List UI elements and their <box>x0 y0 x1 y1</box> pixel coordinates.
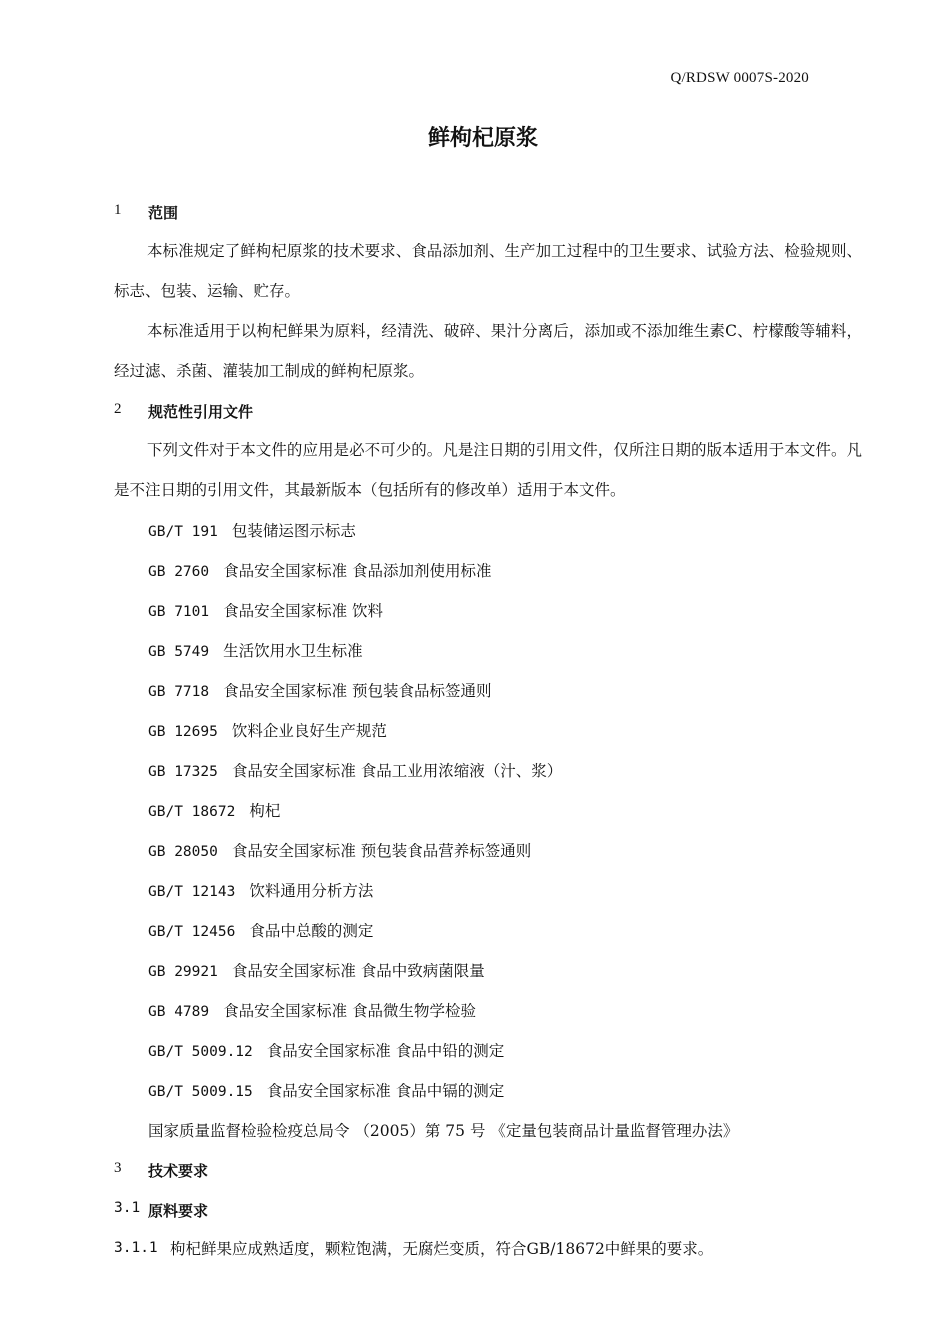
document-code: Q/RDSW 0007S-2020 <box>670 70 809 86</box>
section-3-number: 3 <box>114 1160 122 1176</box>
reference-name: 食品中总酸的测定 <box>249 922 374 940</box>
reference-item <box>148 801 280 822</box>
scope-paragraph-1: 本标准规定了鲜枸杞原浆的技术要求、食品添加剂、生产加工过程中的卫生要求、试验方法、检验规则、标志、包装、运输、贮存。 <box>114 242 862 300</box>
reference-item <box>148 761 562 782</box>
subsection-3-1-title: 原料要求 <box>148 1202 209 1220</box>
reference-item <box>148 841 531 862</box>
subsection-3-1-number: 3.1 <box>114 1200 141 1216</box>
reference-item <box>148 961 485 982</box>
section-1-title: 范围 <box>148 204 179 222</box>
reference-code: GB/T 191 <box>148 524 218 540</box>
reference-item <box>148 721 387 742</box>
reference-item <box>148 561 492 582</box>
reference-item <box>148 601 383 622</box>
reference-code: GB 4789 <box>148 1004 210 1020</box>
section-3-title: 技术要求 <box>148 1162 209 1180</box>
reference-name: 食品安全国家标准 食品中致病菌限量 <box>231 962 485 980</box>
reference-name: 枸杞 <box>249 802 281 820</box>
reference-code: GB/T 12456 <box>148 924 236 940</box>
reference-name: 食品安全国家标准 食品微生物学检验 <box>223 1002 477 1020</box>
reference-code: GB 5749 <box>148 644 210 660</box>
scope-paragraph-2: 本标准适用于以枸杞鲜果为原料，经清洗、破碎、果汁分离后，添加或不添加维生素C、柠檬酸等辅料，经过滤、杀菌、灌装加工制成的鲜枸杞原浆。 <box>114 322 862 380</box>
reference-item <box>148 521 356 542</box>
section-2-number: 2 <box>114 401 122 417</box>
reference-code: GB 7101 <box>148 604 210 620</box>
clause-3-1-1-number: 3.1.1 <box>114 1240 158 1256</box>
reference-name: 食品安全国家标准 饮料 <box>223 602 384 620</box>
reference-item <box>148 881 373 902</box>
section-1-number: 1 <box>114 202 122 218</box>
reference-name: 食品安全国家标准 预包装食品标签通则 <box>223 682 492 700</box>
reference-code: GB 2760 <box>148 564 210 580</box>
reference-name: 食品安全国家标准 食品添加剂使用标准 <box>223 562 492 580</box>
reference-name: 包装储运图示标志 <box>231 522 356 540</box>
reference-name: 饮料企业良好生产规范 <box>231 722 387 740</box>
reference-code: GB 17325 <box>148 764 218 780</box>
reference-code: GB/T 12143 <box>148 884 236 900</box>
reference-item <box>148 641 363 662</box>
reference-name: 饮料通用分析方法 <box>249 882 374 900</box>
section-2-title: 规范性引用文件 <box>148 403 254 421</box>
reference-name: 生活饮用水卫生标准 <box>223 642 363 660</box>
reference-item <box>148 1041 504 1062</box>
reference-item <box>148 681 492 702</box>
reference-code: GB 12695 <box>148 724 218 740</box>
reference-name: 食品安全国家标准 食品中镉的测定 <box>266 1082 505 1100</box>
reference-code: GB 29921 <box>148 964 218 980</box>
references-intro: 下列文件对于本文件的应用是必不可少的。凡是注日期的引用文件，仅所注日期的版本适用于本文件。凡是不注日期的引用文件，其最新版本（包括所有的修改单）适用于本文件。 <box>114 441 862 499</box>
reference-name: 食品安全国家标准 食品中铅的测定 <box>266 1042 505 1060</box>
reference-name: 食品安全国家标准 食品工业用浓缩液（汁、浆） <box>231 762 563 780</box>
decree-reference: 国家质量监督检验检疫总局令 （2005）第 75 号 《定量包装商品计量监督管理办法》 <box>148 1122 739 1140</box>
reference-code: GB/T 5009.12 <box>148 1044 253 1060</box>
reference-code: GB/T 5009.15 <box>148 1084 253 1100</box>
reference-item <box>148 1001 476 1022</box>
document-title: 鲜枸杞原浆 <box>427 126 538 151</box>
clause-3-1-1-text: 枸杞鲜果应成熟适度，颗粒饱满，无腐烂变质，符合GB/18672中鲜果的要求。 <box>170 1240 714 1258</box>
reference-item <box>148 921 373 942</box>
reference-code: GB/T 18672 <box>148 804 236 820</box>
reference-item <box>148 1081 504 1102</box>
reference-code: GB 28050 <box>148 844 218 860</box>
reference-code: GB 7718 <box>148 684 210 700</box>
reference-name: 食品安全国家标准 预包装食品营养标签通则 <box>231 842 532 860</box>
